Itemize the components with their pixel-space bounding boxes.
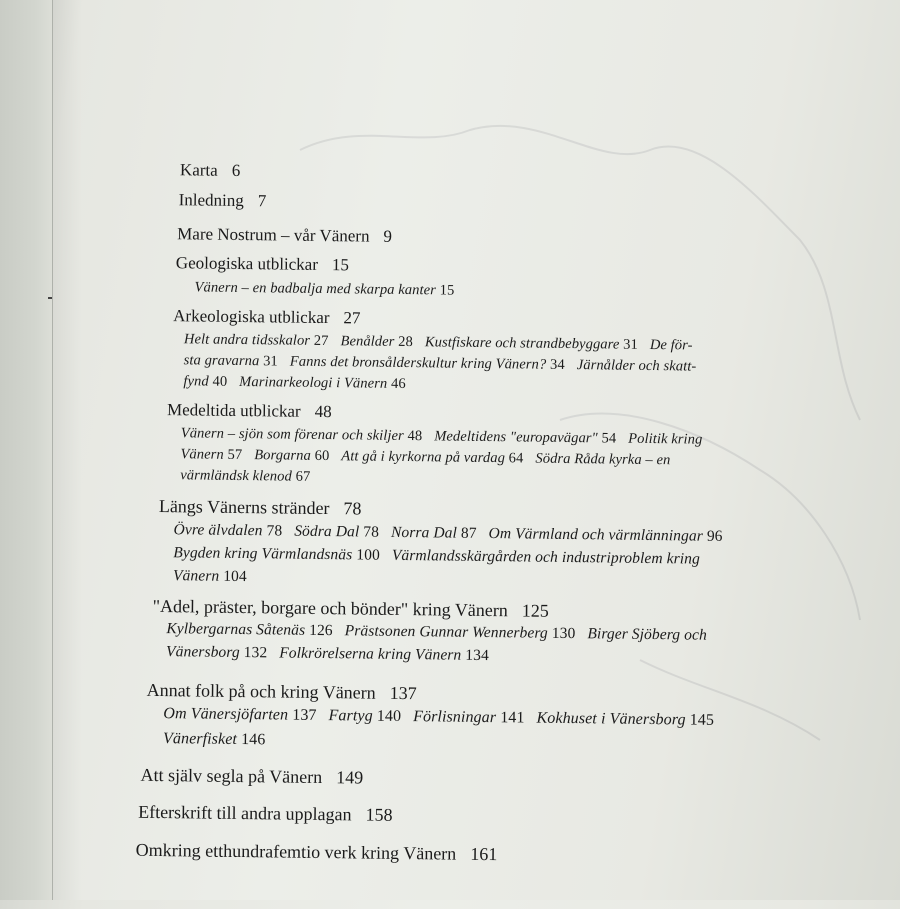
toc-subentry bbox=[413, 708, 525, 726]
toc-subentry bbox=[341, 448, 523, 466]
toc-subentry bbox=[535, 451, 670, 469]
toc-page: 125 bbox=[521, 600, 549, 621]
toc-subentry-title: Medeltidens "europavägar" bbox=[434, 428, 598, 447]
toc-page: 7 bbox=[257, 191, 267, 211]
toc-subentry-page: 96 bbox=[706, 527, 723, 545]
toc-subentry-page: 126 bbox=[309, 621, 333, 640]
toc-subentry bbox=[173, 567, 247, 585]
toc-subentry-title: Vänern – sjön som förenar och skiljer bbox=[180, 425, 404, 444]
toc-page: 6 bbox=[231, 160, 241, 180]
toc-subentry bbox=[628, 431, 702, 448]
toc-entry bbox=[153, 596, 549, 622]
toc-page: 137 bbox=[389, 682, 417, 704]
toc-subentry-page: 146 bbox=[241, 731, 266, 749]
toc-subentries bbox=[173, 521, 722, 546]
toc-subentry-page: 78 bbox=[363, 523, 380, 541]
toc-subentry-title: sta gravarna bbox=[183, 352, 260, 370]
toc-entry bbox=[167, 400, 332, 422]
toc-subentry-page: 60 bbox=[314, 447, 330, 465]
toc-subentry-title: Värmlandsskärgården och industriproblem kring bbox=[391, 546, 700, 568]
toc-entry bbox=[173, 306, 360, 328]
toc-subentry-page: 104 bbox=[223, 567, 247, 586]
toc-subentry bbox=[536, 710, 714, 729]
toc-subentry bbox=[166, 620, 333, 639]
toc-subentry-page: 87 bbox=[460, 524, 477, 542]
toc-subentry bbox=[173, 544, 380, 564]
toc-subentry-title: Birger Sjöberg och bbox=[587, 625, 707, 644]
toc-subentry-title: Folkrörelserna kring Vänern bbox=[279, 644, 462, 664]
toc-subentry-title: Om Värmland och värmlänningar bbox=[488, 525, 703, 545]
toc-subentries bbox=[163, 705, 714, 730]
toc-subentry-page: 31 bbox=[263, 353, 278, 370]
toc-subentry-page: 132 bbox=[243, 644, 268, 662]
toc-subentry bbox=[180, 467, 310, 485]
toc-subentry-page: 40 bbox=[212, 373, 228, 390]
toc-subentry bbox=[163, 705, 316, 724]
toc-subentry-title: Kokhuset i Vänersborg bbox=[536, 709, 686, 729]
toc-subentries bbox=[180, 467, 310, 486]
toc-subentries bbox=[184, 331, 693, 354]
toc-subentry-title: Benålder bbox=[340, 333, 395, 350]
toc-subentry-title: Om Vänersjöfarten bbox=[163, 705, 289, 724]
toc-subentry-title: Förlisningar bbox=[413, 708, 497, 727]
toc-title: Mare Nostrum – vår Vänern bbox=[177, 224, 370, 246]
toc-entry bbox=[179, 190, 267, 211]
toc-title: Geologiska utblickar bbox=[175, 253, 319, 274]
toc-page: 27 bbox=[343, 308, 361, 328]
toc-title: Medeltida utblickar bbox=[166, 400, 301, 421]
toc-subentries bbox=[183, 373, 406, 393]
toc-subentry-page: 46 bbox=[390, 375, 406, 393]
toc-subentry-page: 48 bbox=[407, 428, 423, 445]
toc-page: 15 bbox=[331, 255, 350, 275]
toc-entry bbox=[140, 765, 363, 789]
toc-subentry bbox=[166, 643, 267, 661]
toc-subentry-title: Kustfiskare och strandbebyggare bbox=[424, 334, 620, 353]
toc-subentries bbox=[184, 352, 697, 375]
toc-subentry-page: 28 bbox=[398, 333, 414, 351]
toc-entry bbox=[176, 253, 349, 275]
toc-subentry-title: Vänerfisket bbox=[162, 730, 238, 748]
toc-subentry bbox=[425, 334, 638, 353]
toc-subentries bbox=[194, 279, 454, 299]
toc-subentry bbox=[294, 523, 379, 541]
toc-subentry-page: 130 bbox=[551, 624, 576, 643]
toc-title: Annat folk på och kring Vänern bbox=[146, 679, 376, 703]
toc-page: 48 bbox=[314, 401, 332, 422]
toc-subentry-title: Borgarna bbox=[254, 447, 312, 464]
toc-subentry-title: Fartyg bbox=[328, 707, 373, 725]
toc-subentries bbox=[166, 620, 707, 645]
toc-subentry-title: Vänern – en badbalja med skarpa kanter bbox=[194, 279, 437, 299]
toc-subentry bbox=[391, 524, 477, 542]
toc-subentry bbox=[183, 373, 227, 390]
toc-subentry bbox=[181, 425, 423, 444]
toc-entry bbox=[147, 680, 417, 704]
toc-page: 161 bbox=[470, 843, 498, 865]
toc-subentry-page: 100 bbox=[356, 546, 380, 564]
toc-subentry bbox=[587, 625, 707, 643]
toc-subentry-title: Helt andra tidsskalor bbox=[183, 331, 311, 349]
toc-subentry-title: Södra Dal bbox=[294, 522, 360, 541]
toc-subentry bbox=[577, 357, 697, 374]
toc-subentry-title: Vänern bbox=[172, 567, 220, 585]
toc-subentry-page: 54 bbox=[601, 430, 617, 447]
toc-subentry-title: Norra Dal bbox=[390, 523, 458, 542]
toc-subentry-page: 145 bbox=[689, 711, 715, 729]
toc-subentry-page: 15 bbox=[439, 282, 455, 299]
toc-subentries bbox=[173, 567, 247, 586]
toc-subentry bbox=[328, 707, 401, 725]
toc-title: "Adel, präster, borgare och bönder" kring Vänern bbox=[152, 595, 508, 621]
toc-subentry bbox=[184, 331, 329, 349]
toc-title: Längs Vänerns stränder bbox=[158, 496, 330, 519]
toc-page: 78 bbox=[343, 498, 362, 519]
toc-subentry-page: 27 bbox=[313, 332, 329, 350]
toc-subentry-page: 67 bbox=[295, 468, 311, 485]
toc-subentry bbox=[180, 446, 242, 463]
toc-entry bbox=[180, 160, 241, 181]
toc-subentry bbox=[254, 447, 329, 464]
toc-entry bbox=[136, 840, 498, 865]
toc-subentry-title: Vänersborg bbox=[166, 643, 240, 662]
toc-subentry-title: Kylbergarnas Såtenäs bbox=[166, 620, 306, 639]
toc-entry bbox=[177, 224, 392, 247]
toc-subentry-page: 141 bbox=[500, 709, 525, 727]
toc-subentry-page: 137 bbox=[292, 706, 317, 724]
toc-subentry bbox=[184, 352, 278, 369]
toc-subentries bbox=[181, 425, 703, 448]
toc-subentries bbox=[180, 446, 670, 469]
toc-page: 149 bbox=[336, 767, 364, 788]
toc-subentry-title: De för- bbox=[649, 336, 693, 354]
toc-subentry bbox=[392, 547, 700, 568]
toc-title: Arkeologiska utblickar bbox=[173, 306, 330, 328]
toc-subentry-title: Södra Råda kyrka – en bbox=[535, 450, 671, 469]
toc-subentries bbox=[166, 643, 489, 665]
toc-subentry-title: Vänern bbox=[180, 446, 224, 463]
toc-subentry-title: Järnålder och skatt- bbox=[576, 357, 697, 375]
toc-subentry-title: Fanns det bronsålderskultur kring Vänern? bbox=[289, 353, 547, 373]
toc-entry bbox=[138, 802, 393, 826]
toc-page: 9 bbox=[383, 226, 393, 246]
toc-subentry-page: 134 bbox=[465, 646, 489, 665]
toc-subentry-title: Att gå i kyrkorna på vardag bbox=[341, 448, 506, 467]
toc-subentry-title: Prästsonen Gunnar Wennerberg bbox=[344, 622, 548, 642]
toc-subentry bbox=[194, 279, 454, 298]
toc-subentry-title: Bygden kring Värmlandsnäs bbox=[173, 544, 353, 564]
toc-subentries bbox=[173, 544, 700, 568]
toc-title: Omkring etthundrafemtio verk kring Vänern bbox=[135, 839, 457, 864]
toc-subentry bbox=[345, 622, 576, 642]
toc-subentry bbox=[163, 730, 266, 748]
toc-subentry bbox=[279, 644, 489, 664]
toc-subentry-page: 57 bbox=[227, 446, 243, 464]
toc-subentry-title: Övre älvdalen bbox=[173, 521, 263, 540]
toc-subentry bbox=[290, 354, 565, 373]
toc-subentry-page: 34 bbox=[549, 356, 565, 373]
toc-subentry-page: 31 bbox=[623, 336, 638, 353]
toc-subentry bbox=[340, 333, 413, 350]
toc-subentry bbox=[434, 428, 616, 446]
toc-page: 158 bbox=[365, 804, 393, 825]
toc-subentry-title: Marinarkeologi i Vänern bbox=[239, 373, 388, 392]
toc-title: Karta bbox=[179, 160, 218, 180]
toc-subentry-title: värmländsk klenod bbox=[180, 467, 293, 485]
toc-subentry-page: 78 bbox=[266, 522, 283, 540]
toc-subentry-title: fynd bbox=[183, 373, 209, 390]
toc-title: Efterskrift till andra upplagan bbox=[138, 801, 352, 825]
toc-title: Inledning bbox=[178, 190, 244, 211]
toc-subentry-page: 64 bbox=[508, 450, 524, 467]
toc-title: Att själv segla på Vänern bbox=[140, 764, 323, 788]
toc-subentry bbox=[650, 337, 693, 354]
toc-subentry-page: 140 bbox=[376, 707, 402, 725]
toc-subentries bbox=[163, 730, 266, 749]
toc-subentry bbox=[174, 521, 283, 539]
toc-subentry-title: Politik kring bbox=[628, 430, 703, 448]
toc-subentry bbox=[239, 374, 406, 392]
toc-entry bbox=[159, 496, 362, 519]
toc-subentry bbox=[489, 525, 723, 545]
